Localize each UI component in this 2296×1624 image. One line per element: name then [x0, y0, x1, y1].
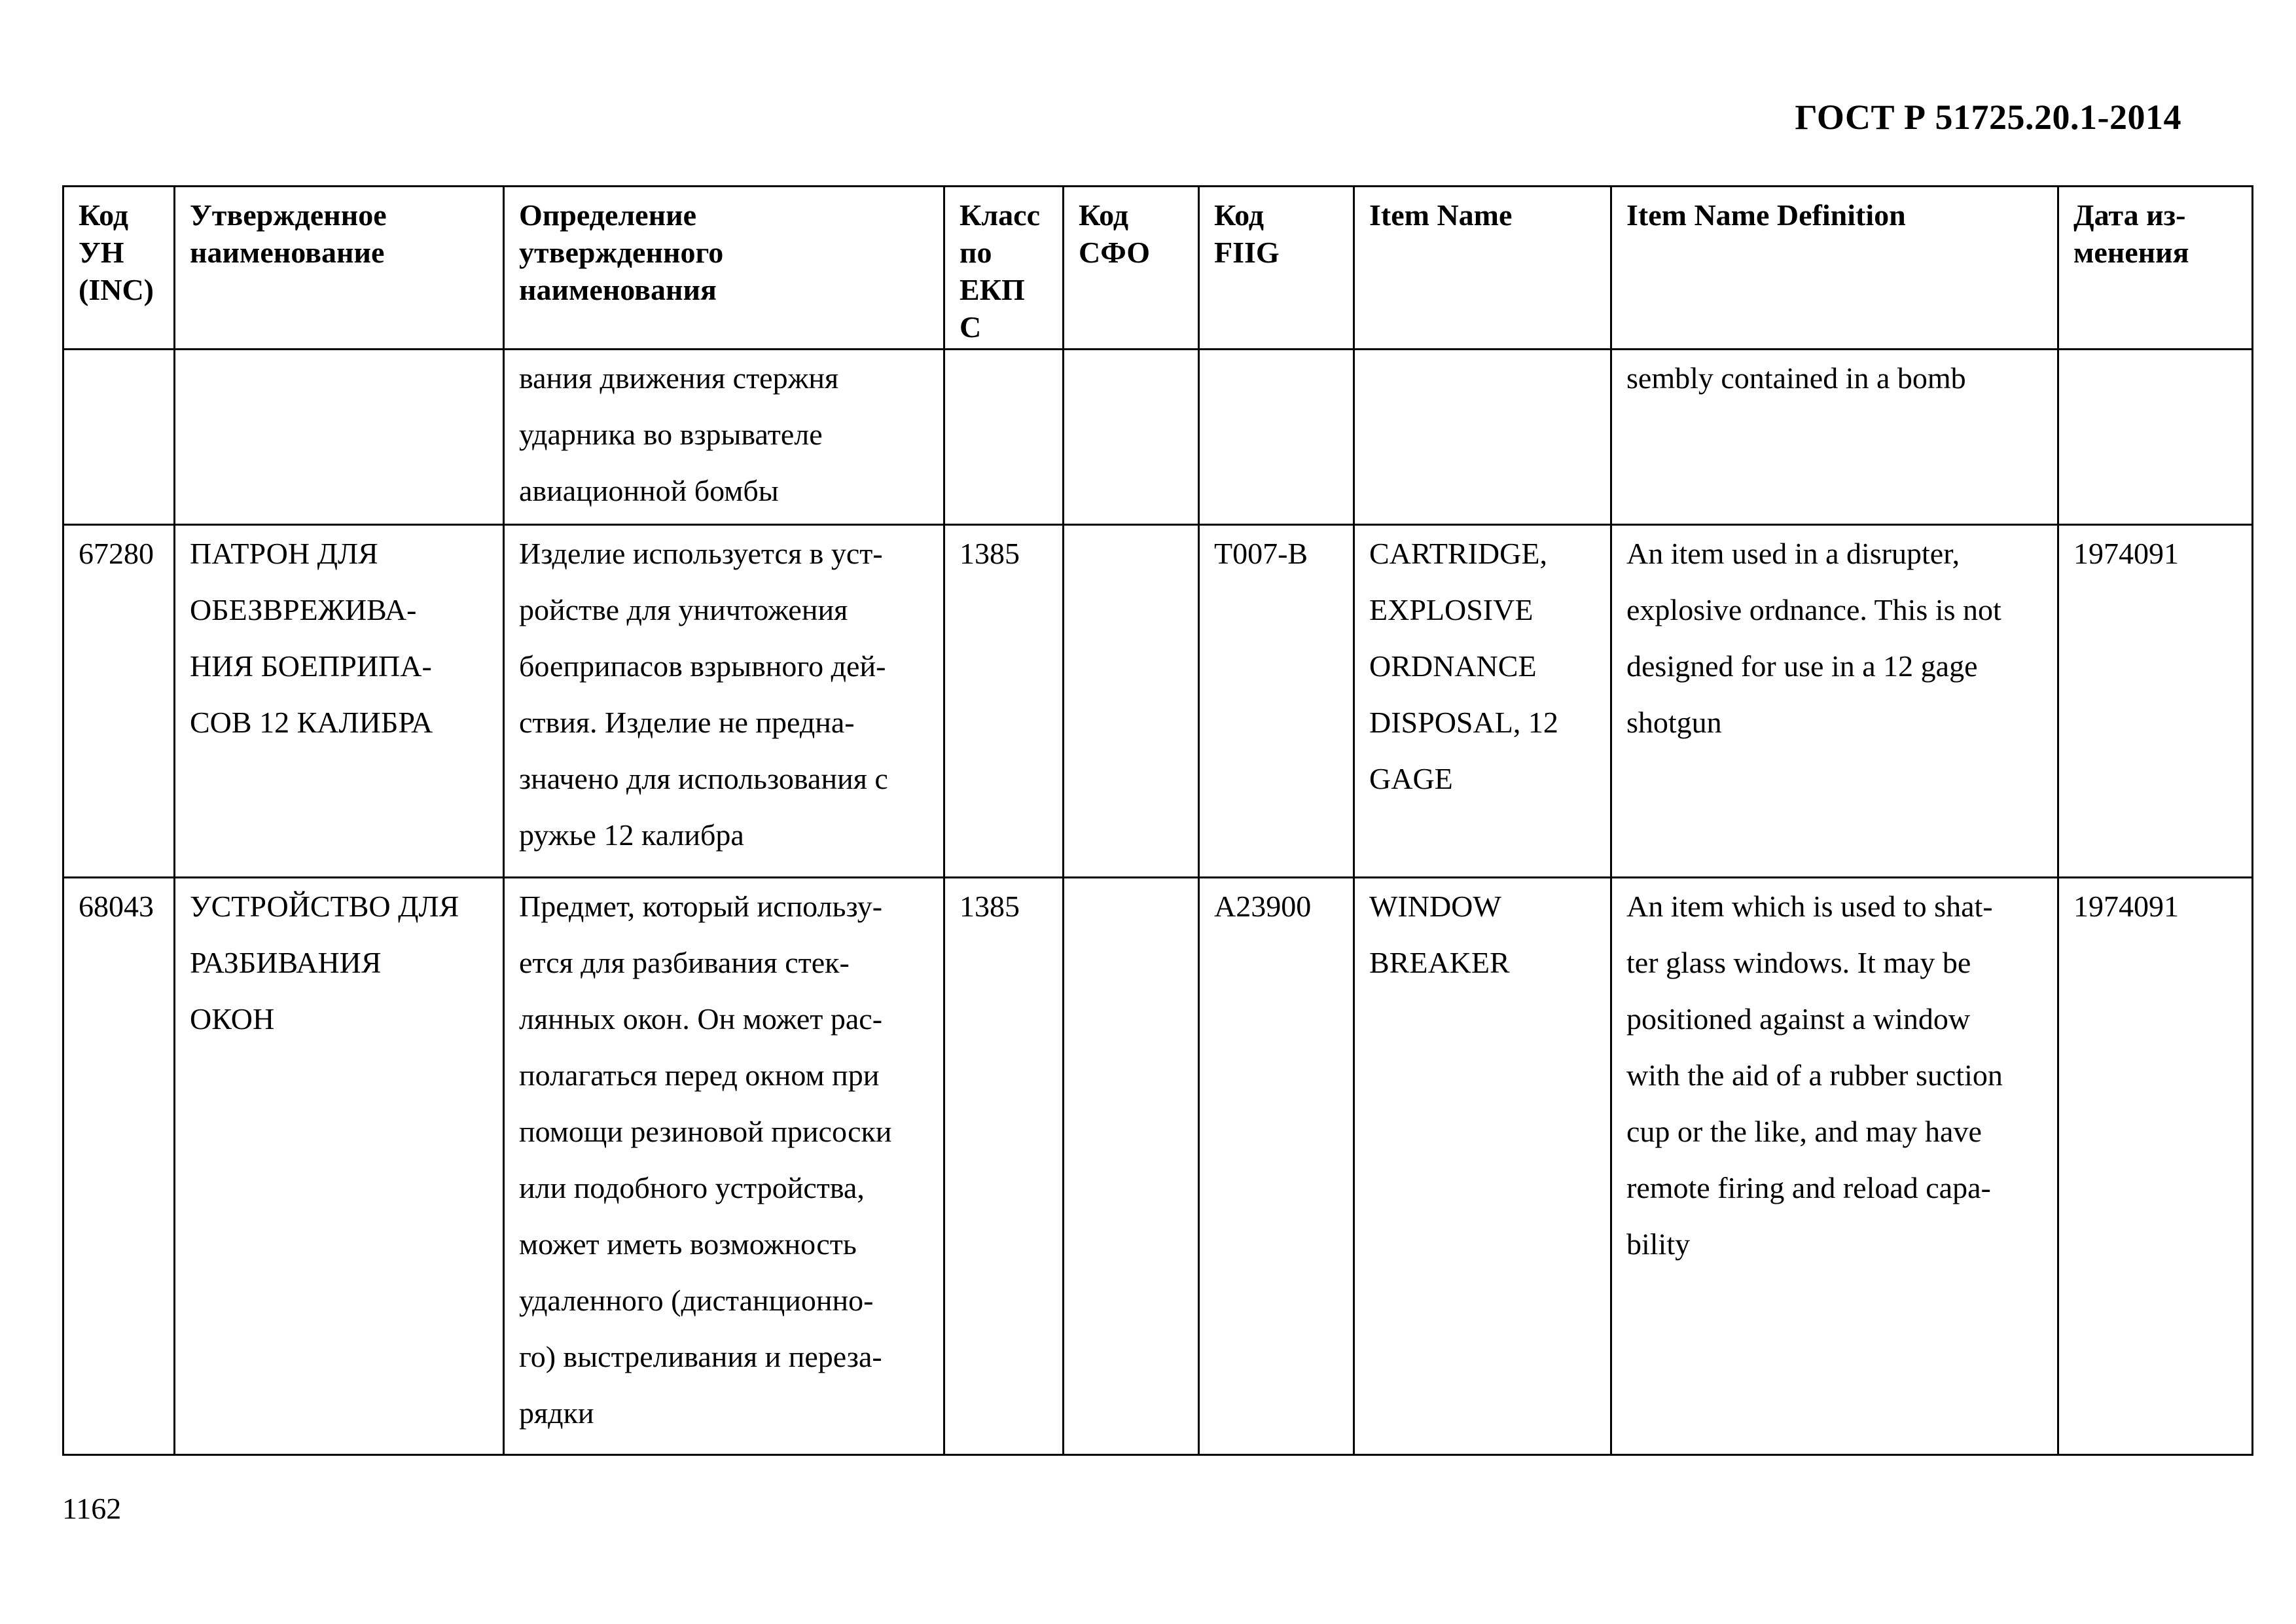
cell-inc: 68043: [63, 878, 175, 1455]
header-sfo-code: Код СФО: [1064, 187, 1199, 350]
cell-sfo-code: [1064, 878, 1199, 1455]
cell-approved-name: УСТРОЙСТВО ДЛЯ РАЗБИВАНИЯ ОКОН: [175, 878, 504, 1455]
cell-definition: Изделие используется в уст- ройстве для уничтожения боеприпасов взрывного дей- ствия. Изделие не предна- значено для использования с ружье 12 калибра: [504, 525, 944, 878]
cell-item-name: CARTRIDGE, EXPLOSIVE ORDNANCE DISPOSAL, 12 GAGE: [1354, 525, 1611, 878]
cell-change-date: 1974091: [2058, 878, 2253, 1455]
cell-ekps-class: 1385: [944, 525, 1064, 878]
cell-sfo-code: [1064, 525, 1199, 878]
cell-change-date: 1974091: [2058, 525, 2253, 878]
cell-item-name-definition: An item used in a disrupter, explosive ordnance. This is not designed for use in a 12 gage shotgun: [1611, 525, 2058, 878]
cell-sfo-code: [1064, 350, 1199, 525]
page-number: 1162: [62, 1492, 122, 1525]
cell-inc: 67280: [63, 525, 175, 878]
header-ekps-class: Класс по ЕКП С: [944, 187, 1064, 350]
cell-change-date: [2058, 350, 2253, 525]
header-fiig-code: Код FIIG: [1199, 187, 1354, 350]
cell-item-name: [1354, 350, 1611, 525]
table-row: [63, 878, 2253, 1455]
item-names-table: [62, 185, 2253, 1456]
cell-item-name: WINDOW BREAKER: [1354, 878, 1611, 1455]
cell-fiig-code: [1199, 350, 1354, 525]
table-header-row: [63, 187, 2253, 350]
header-change-date: Дата из- менения: [2058, 187, 2253, 350]
cell-item-name-definition: An item which is used to shat- ter glass windows. It may be positioned against a window with the aid of a rubber suction cup or the like, and may have remote firing and reload capa- bility: [1611, 878, 2058, 1455]
table-row: [63, 525, 2253, 878]
cell-definition: вания движения стержня ударника во взрывателе авиационной бомбы: [504, 350, 944, 525]
cell-fiig-code: A23900: [1199, 878, 1354, 1455]
header-item-name: Item Name: [1354, 187, 1611, 350]
document-standard-number: ГОСТ Р 51725.20.1-2014: [1795, 98, 2181, 137]
cell-definition: Предмет, который использу- ется для разбивания стек- лянных окон. Он может рас- полагаться перед окном при помощи резиновой присоски или подобного устройства, может иметь возможность удаленного (дистанционно- го) выстреливания и переза- рядки: [504, 878, 944, 1455]
cell-approved-name: [175, 350, 504, 525]
table-row: [63, 350, 2253, 525]
cell-item-name-definition: sembly contained in a bomb: [1611, 350, 2058, 525]
cell-inc: [63, 350, 175, 525]
cell-ekps-class: 1385: [944, 878, 1064, 1455]
header-approved-name-definition: Определение утвержденного наименования: [504, 187, 944, 350]
header-item-name-definition: Item Name Definition: [1611, 187, 2058, 350]
cell-approved-name: ПАТРОН ДЛЯ ОБЕЗВРЕЖИВА- НИЯ БОЕПРИПА- СОВ 12 КАЛИБРА: [175, 525, 504, 878]
cell-fiig-code: T007-B: [1199, 525, 1354, 878]
header-inc-code: Код УН (INC): [63, 187, 175, 350]
cell-ekps-class: [944, 350, 1064, 525]
header-approved-name: Утвержденное наименование: [175, 187, 504, 350]
